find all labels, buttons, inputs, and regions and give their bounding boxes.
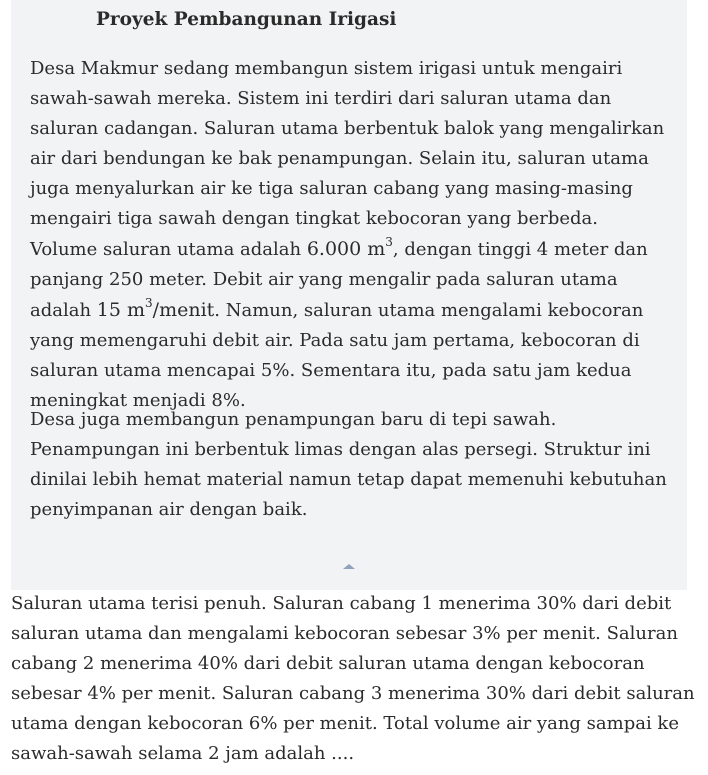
collapse-toggle-button[interactable] [342,562,356,572]
paragraph-1-text-a: Desa Makmur sedang membangun sistem irigasi untuk mengairi sawah-sawah mereka. Sistem ini terdiri dari saluran utama dan saluran cadangan. Saluran utama berbentuk balok yang mengalirkan air dari bendungan ke bak penampungan. Selain itu, saluran utama juga menyalurkan air ke tiga saluran cabang yang masing-masing mengairi tiga sawah dengan tingkat kebocoran yang berbeda. Volume saluran utama adalah [30,58,665,260]
paragraph-1-text-b: , dengan tinggi 4 meter dan panjang 250 meter. Debit air yang mengalir pada saluran utama adalah [30,239,648,321]
chevron-up-icon [342,562,356,572]
volume-exponent: 3 [385,234,393,249]
volume-value: 6.000 m [306,238,386,260]
debit-exponent: 3 [145,295,153,310]
debit-math [96,295,215,321]
debit-unit: /menit [152,299,215,321]
context-paragraph-2: Desa juga membangun penampungan baru di tepi sawah. Penampungan ini berbentuk limas dengan alas persegi. Struktur ini dinilai lebih hemat material namun tetap dapat memenuhi kebutuhan penyimpanan air dengan baik. [30,409,667,520]
question-text: Saluran utama terisi penuh. Saluran cabang 1 menerima 30% dari debit saluran utama dan mengalami kebocoran sebesar 3% per menit. Saluran cabang 2 menerima 40% dari debit saluran utama dengan kebocoran sebesar 4% per menit. Saluran cabang 3 menerima 30% dari debit saluran utama dengan kebocoran 6% per menit. Total volume air yang sampai ke sawah-sawah selama 2 jam adalah .... [11,593,695,764]
context-card [11,0,687,590]
debit-value: 15 m [96,299,146,321]
paragraph-1-text-c: . Namun, saluran utama mengalami kebocoran yang memengaruhi debit air. Pada satu jam pertama, kebocoran di saluran utama mencapai 5%. Sementara itu, pada satu jam kedua meningkat menjadi 8%. [30,300,644,411]
context-paragraph-1 [30,54,670,416]
context-title: Proyek Pembangunan Irigasi [96,9,397,30]
volume-math [306,234,393,260]
